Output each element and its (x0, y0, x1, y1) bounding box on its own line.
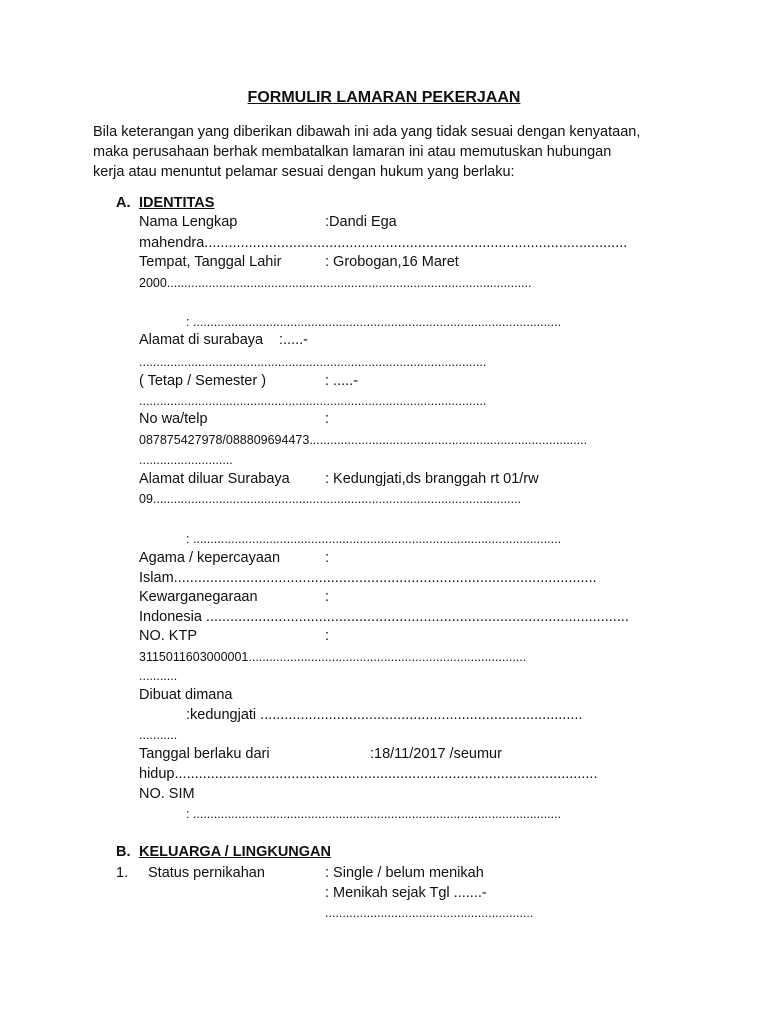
ttl-label: Tempat, Tanggal Lahir (139, 254, 282, 270)
intro-line-3: kerja atau menuntut pelamar sesuai dengan hukum yang berlaku: (93, 164, 515, 180)
alamat-surabaya-continuation: .................................................................................................... (139, 355, 487, 369)
tetap-semester-value: : .....- (325, 373, 359, 389)
dibuat-continuation: ........... (139, 728, 178, 742)
agama-colon: : (325, 550, 330, 566)
berlaku-continuation: hidup......................................................................................................... (139, 766, 598, 782)
dibuat-value: :kedungjati ................................................................................ (186, 707, 583, 723)
kewarganegaraan-colon: : (325, 589, 330, 605)
status-option-menikah: : Menikah sejak Tgl .......- (325, 885, 487, 901)
ktp-continuation: ........... (139, 669, 178, 683)
kewarganegaraan-label: Kewarganegaraan (139, 589, 258, 605)
ktp-colon: : (325, 628, 330, 644)
ttl-continuation: 2000......................................................................................................... (139, 276, 532, 290)
intro-line-1: Bila keterangan yang diberikan dibawah ini ada yang tidak sesuai dengan kenyataan, (93, 124, 641, 140)
alamat-luar-blank-line: : .......................................................................................................... (186, 532, 562, 546)
section-b-title: KELUARGA / LINGKUNGAN (139, 844, 331, 860)
telp-value: 087875427978/088809694473................................................................................ (139, 433, 588, 447)
section-b-letter: B. (116, 844, 131, 860)
nama-value: :Dandi Ega (325, 214, 397, 230)
section-a-letter: A. (116, 195, 131, 211)
tetap-semester-label: ( Tetap / Semester ) (139, 373, 267, 389)
telp-colon: : (325, 411, 330, 427)
sim-label: NO. SIM (139, 786, 195, 802)
form-title: FORMULIR LAMARAN PEKERJAAN (247, 89, 521, 106)
kewarganegaraan-value: Indonesia ......................................................................................................... (139, 609, 629, 625)
tetap-semester-continuation: .................................................................................................... (139, 394, 487, 408)
ttl-blank-line: : .......................................................................................................... (186, 315, 562, 329)
status-option-single: : Single / belum menikah (325, 865, 484, 881)
nama-label: Nama Lengkap (139, 214, 238, 230)
nama-continuation: mahendra......................................................................................................... (139, 235, 628, 251)
alamat-surabaya-value: :.....- (279, 332, 308, 348)
telp-continuation: ........................... (139, 453, 233, 467)
status-pernikahan-label: Status pernikahan (148, 865, 265, 881)
agama-label: Agama / kepercayaan (139, 550, 281, 566)
dibuat-label: Dibuat dimana (139, 687, 233, 703)
alamat-luar-value: : Kedungjati,ds branggah rt 01/rw (325, 471, 539, 487)
intro-line-2: maka perusahaan berhak membatalkan lamaran ini atau memutuskan hubungan (93, 144, 612, 160)
agama-value: Islam......................................................................................................... (139, 570, 597, 586)
alamat-luar-label: Alamat diluar Surabaya (139, 471, 290, 487)
ktp-label: NO. KTP (139, 628, 198, 644)
sim-blank-line: : .......................................................................................................... (186, 807, 562, 821)
ktp-value: 3115011603000001................................................................................ (139, 650, 527, 664)
telp-label: No wa/telp (139, 411, 208, 427)
status-continuation: ............................................................ (325, 906, 534, 920)
ttl-value: : Grobogan,16 Maret (325, 254, 459, 270)
section-a-title: IDENTITAS (139, 195, 215, 211)
alamat-surabaya-label: Alamat di surabaya (139, 332, 264, 348)
item-number-1: 1. (116, 865, 129, 881)
berlaku-value: :18/11/2017 /seumur (370, 746, 502, 762)
berlaku-label: Tanggal berlaku dari (139, 746, 270, 762)
alamat-luar-continuation: 09.......................................................................................................... (139, 492, 522, 506)
